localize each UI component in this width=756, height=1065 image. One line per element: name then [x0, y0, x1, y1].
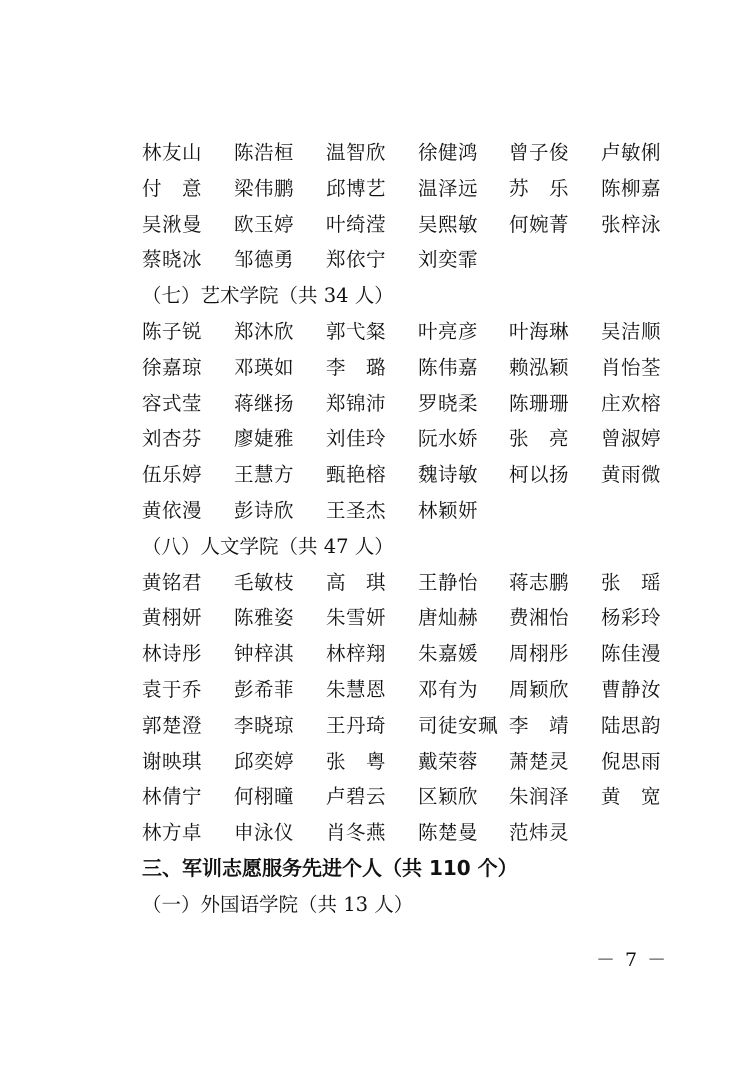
person-name: 周颖欣: [509, 677, 570, 701]
person-name: 范炜灵: [509, 821, 570, 845]
name-row: [142, 314, 672, 350]
person-name: 林梓翔: [326, 642, 387, 666]
person-name: 唐灿赫: [418, 606, 479, 630]
person-name: 郭弋粲: [326, 319, 387, 343]
person-name: 朱慧恩: [326, 677, 387, 701]
person-name: 费湘怡: [509, 606, 570, 630]
person-name: 陈佳漫: [601, 642, 662, 666]
person-name: 刘杏芬: [142, 427, 203, 451]
page-number: － 7 －: [596, 949, 669, 971]
person-name: 张 亮: [509, 427, 570, 451]
person-name: 张梓泳: [601, 212, 662, 236]
person-name: 毛敏枝: [234, 570, 295, 594]
person-name: 彭希菲: [234, 677, 295, 701]
college-subheading: （七）艺术学院（共 34 人）: [142, 284, 394, 308]
person-name: 王静怡: [418, 570, 479, 594]
person-name: 王慧方: [234, 463, 295, 487]
person-name: 邱奕婷: [234, 749, 295, 773]
person-name: 蒋志鹏: [509, 570, 570, 594]
name-row: [142, 242, 672, 278]
person-name: 叶绮滢: [326, 212, 387, 236]
person-name: 曹静汝: [601, 677, 662, 701]
person-name: 陈浩桓: [234, 141, 295, 164]
name-row: [142, 815, 672, 851]
person-name: 张 瑶: [601, 570, 662, 594]
person-name: 张 粤: [326, 749, 387, 773]
person-name: 梁伟鹏: [234, 176, 295, 200]
person-name: 卢敏俐: [601, 141, 662, 164]
person-name: 邓瑛如: [234, 355, 295, 379]
person-name: 伍乐婷: [142, 463, 203, 487]
person-name: 林倩宁: [142, 785, 203, 809]
person-name: 邱博艺: [326, 176, 387, 200]
name-row: [142, 135, 672, 171]
name-list-content: [142, 135, 672, 923]
name-row: [142, 350, 672, 386]
person-name: 叶亮彦: [418, 319, 479, 343]
person-name: 黄铭君: [142, 570, 203, 594]
person-name: 徐嘉琼: [142, 355, 203, 379]
person-name: 蔡晓冰: [142, 248, 203, 272]
name-row: [142, 421, 672, 457]
person-name: 肖冬燕: [326, 821, 387, 845]
name-row: [142, 565, 672, 601]
person-name: 柯以扬: [509, 463, 570, 487]
person-name: 陈子锐: [142, 319, 203, 343]
person-name: 高 琪: [326, 570, 387, 594]
person-name: 蒋继扬: [234, 391, 295, 415]
person-name: 黄雨微: [601, 463, 662, 487]
name-row: [142, 600, 672, 636]
person-name: 李 璐: [326, 355, 387, 379]
person-name: 彭诗欣: [234, 498, 295, 522]
person-name: 罗晓柔: [418, 391, 479, 415]
person-name: 温泽远: [418, 176, 479, 200]
person-name: 郑依宁: [326, 248, 387, 272]
name-row: [142, 207, 672, 243]
college-subheading: （八）人文学院（共 47 人）: [142, 534, 394, 558]
person-name: 黄栩妍: [142, 606, 203, 630]
person-name: 朱润泽: [509, 785, 570, 809]
person-name: 邹德勇: [234, 248, 295, 272]
person-name: 黄依漫: [142, 498, 203, 522]
person-name: 陈楚曼: [418, 821, 479, 845]
person-name: 袁于乔: [142, 677, 203, 701]
name-row: [142, 708, 672, 744]
person-name: 庄欢榕: [601, 391, 662, 415]
person-name: 郭楚澄: [142, 713, 203, 737]
person-name: 徐健鸿: [418, 141, 479, 164]
person-name: 戴荣蓉: [418, 749, 479, 773]
person-name: 郑锦沛: [326, 391, 387, 415]
person-name: 欧玉婷: [234, 212, 295, 236]
person-name: 林方卓: [142, 821, 203, 845]
name-row: [142, 386, 672, 422]
person-name: 郑沐欣: [234, 319, 295, 343]
person-name: 陈珊珊: [509, 391, 570, 415]
person-name: 林友山: [142, 141, 203, 164]
person-name: 陆思韵: [601, 713, 662, 737]
person-name: 王圣杰: [326, 498, 387, 522]
name-row: [142, 672, 672, 708]
person-name: 何婉菁: [509, 212, 570, 236]
person-name: 卢碧云: [326, 785, 387, 809]
name-row: [142, 493, 672, 529]
person-name: 甄艳榕: [326, 463, 387, 487]
name-row: [142, 171, 672, 207]
person-name: 黄 宽: [601, 785, 662, 809]
person-name: 吴湫曼: [142, 212, 203, 236]
person-name: 阮水娇: [418, 427, 479, 451]
person-name: 陈伟嘉: [418, 355, 479, 379]
name-row: [142, 457, 672, 493]
person-name: 刘奕霏: [418, 248, 479, 272]
person-name: 何栩曈: [234, 785, 295, 809]
person-name: 李 靖: [509, 713, 570, 737]
person-name: 李晓琼: [234, 713, 295, 737]
person-name: 周栩彤: [509, 642, 570, 666]
person-name: 区颖欣: [418, 785, 479, 809]
person-name: 赖泓颖: [509, 355, 570, 379]
person-name: 邓有为: [418, 677, 479, 701]
person-name: 林颖妍: [418, 498, 479, 522]
person-name: 曾子俊: [509, 141, 570, 164]
person-name: 付 意: [142, 176, 203, 200]
person-name: 萧楚灵: [509, 749, 570, 773]
person-name: 倪思雨: [601, 749, 662, 773]
person-name: 朱雪妍: [326, 606, 387, 630]
person-name: 林诗彤: [142, 642, 203, 666]
person-name: 申泳仪: [234, 821, 295, 845]
person-name: 陈柳嘉: [601, 176, 662, 200]
person-name: 王丹琦: [326, 713, 387, 737]
person-name: 容式莹: [142, 391, 203, 415]
college-subheading: （一）外国语学院（共 13 人）: [142, 892, 414, 916]
person-name: 魏诗敏: [418, 463, 479, 487]
person-name: 陈雅姿: [234, 606, 295, 630]
person-name: 谢映琪: [142, 749, 203, 773]
name-row: [142, 636, 672, 672]
person-name: 朱嘉媛: [418, 642, 479, 666]
person-name: 司徒安珮: [418, 713, 499, 737]
person-name: 苏 乐: [509, 176, 570, 200]
person-name: 肖怡荃: [601, 355, 662, 379]
person-name: 温智欣: [326, 141, 387, 164]
person-name: 吴熙敏: [418, 212, 479, 236]
section-heading: 三、军训志愿服务先进个人（共 110 个）: [142, 855, 518, 880]
person-name: 叶海琳: [509, 319, 570, 343]
name-row: [142, 744, 672, 780]
person-name: 曾淑婷: [601, 427, 662, 451]
person-name: 廖婕雅: [234, 427, 295, 451]
person-name: 钟梓淇: [234, 642, 295, 666]
person-name: 吴洁顺: [601, 319, 662, 343]
person-name: 刘佳玲: [326, 427, 387, 451]
person-name: 杨彩玲: [601, 606, 662, 630]
name-row: [142, 779, 672, 815]
